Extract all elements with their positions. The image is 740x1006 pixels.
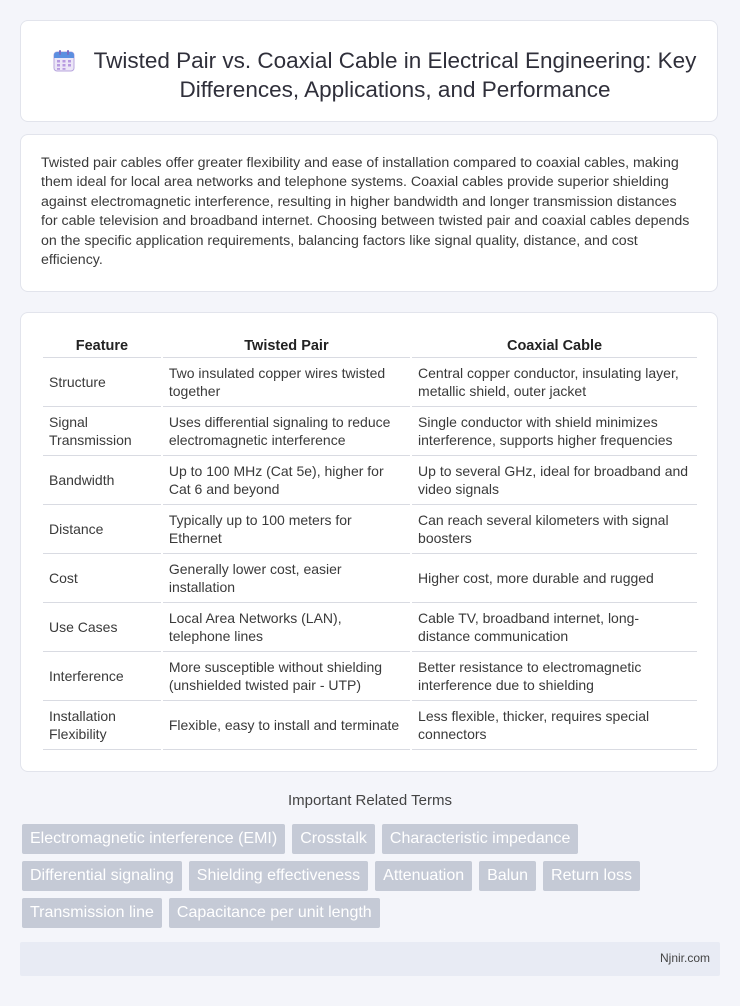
table-header-row	[43, 333, 697, 358]
row-coaxial: Cable TV, broadband internet, long-distance communication	[412, 603, 697, 652]
term-tag[interactable]: Differential signaling	[22, 861, 182, 891]
row-twisted-pair: More susceptible without shielding (unshielded twisted pair - UTP)	[163, 652, 410, 701]
footer-site[interactable]: Njnir.com	[659, 951, 710, 965]
row-coaxial: Single conductor with shield minimizes interference, supports higher frequencies	[412, 407, 697, 456]
row-coaxial: Can reach several kilometers with signal boosters	[412, 505, 697, 554]
table-row	[43, 554, 697, 603]
header-twisted-pair: Twisted Pair	[163, 333, 410, 358]
row-twisted-pair: Generally lower cost, easier installation	[163, 554, 410, 603]
term-tag[interactable]: Crosstalk	[292, 824, 375, 854]
term-tag[interactable]: Shielding effectiveness	[189, 861, 368, 891]
header-coaxial-cable: Coaxial Cable	[412, 333, 697, 358]
table-row	[43, 652, 697, 701]
term-tag[interactable]: Electromagnetic interference (EMI)	[22, 824, 285, 854]
table-row	[43, 701, 697, 750]
term-tag[interactable]: Capacitance per unit length	[169, 898, 380, 928]
row-feature: Cost	[43, 554, 161, 603]
header-feature: Feature	[43, 333, 161, 358]
table-row	[43, 456, 697, 505]
term-tag[interactable]: Characteristic impedance	[382, 824, 579, 854]
related-terms-title: Important Related Terms	[288, 792, 452, 809]
term-tag[interactable]: Return loss	[543, 861, 640, 891]
term-tag[interactable]: Attenuation	[375, 861, 472, 891]
comparison-table	[41, 333, 699, 750]
table-row	[43, 407, 697, 456]
term-tag[interactable]: Transmission line	[22, 898, 162, 928]
row-twisted-pair: Flexible, easy to install and terminate	[163, 701, 410, 750]
row-feature: Bandwidth	[43, 456, 161, 505]
row-coaxial: Up to several GHz, ideal for broadband and video signals	[412, 456, 697, 505]
table-row	[43, 603, 697, 652]
row-twisted-pair: Typically up to 100 meters for Ethernet	[163, 505, 410, 554]
comparison-card	[20, 312, 718, 772]
table-row	[43, 505, 697, 554]
row-feature: Structure	[43, 358, 161, 407]
row-coaxial: Less flexible, thicker, requires special connectors	[412, 701, 697, 750]
row-coaxial: Central copper conductor, insulating layer, metallic shield, outer jacket	[412, 358, 697, 407]
calendar-icon	[51, 48, 77, 74]
row-twisted-pair: Local Area Networks (LAN), telephone lines	[163, 603, 410, 652]
row-feature: Interference	[43, 652, 161, 701]
related-terms-list	[22, 824, 722, 928]
row-twisted-pair: Uses differential signaling to reduce electromagnetic interference	[163, 407, 410, 456]
row-feature: Signal Transmission	[43, 407, 161, 456]
row-feature: Installation Flexibility	[43, 701, 161, 750]
row-feature: Use Cases	[43, 603, 161, 652]
row-twisted-pair: Up to 100 MHz (Cat 5e), higher for Cat 6 and beyond	[163, 456, 410, 505]
row-twisted-pair: Two insulated copper wires twisted together	[163, 358, 410, 407]
footer	[20, 942, 720, 976]
row-coaxial: Higher cost, more durable and rugged	[412, 554, 697, 603]
intro-card	[20, 134, 718, 292]
term-tag[interactable]: Balun	[479, 861, 536, 891]
title-card	[20, 20, 718, 122]
row-feature: Distance	[43, 505, 161, 554]
table-row	[43, 358, 697, 407]
row-coaxial: Better resistance to electromagnetic interference due to shielding	[412, 652, 697, 701]
page-title: Twisted Pair vs. Coaxial Cable in Electrical Engineering: Key Differences, Applications, and Performance	[93, 48, 697, 102]
intro-paragraph: Twisted pair cables offer greater flexibility and ease of installation compared to coaxial cables, making them ideal for local area networks and telephone systems. Coaxial cables provide superior shielding against electromagnetic interference, resulting in higher bandwidth and longer transmission distances for cable television and broadband internet. Choosing between twisted pair and coaxial cables depends on the specific application requirements, balancing factors like signal quality, distance, and cost efficiency.	[41, 155, 690, 269]
